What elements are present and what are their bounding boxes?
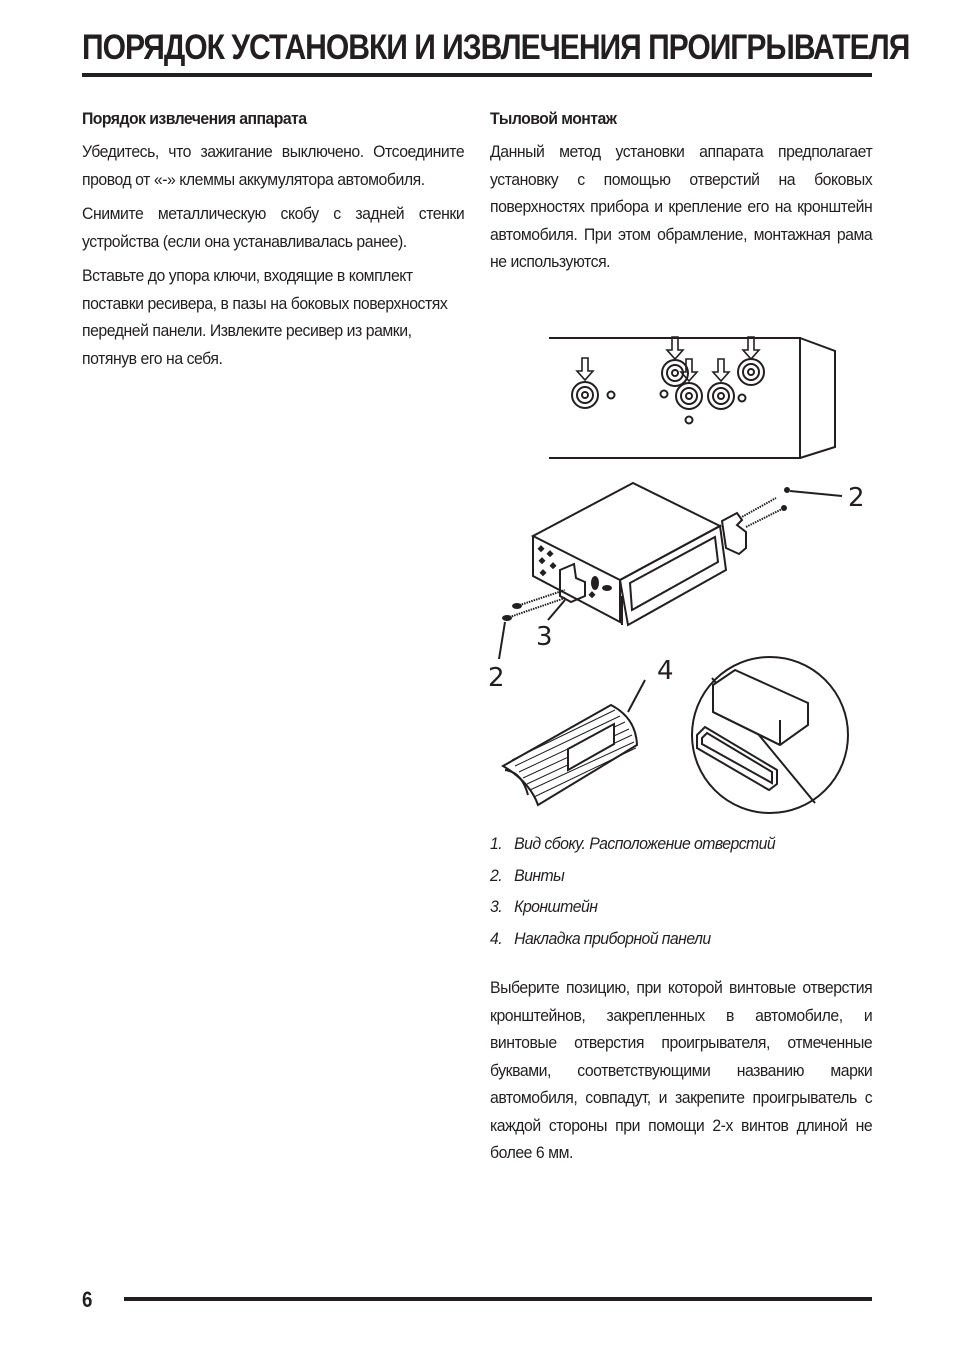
paragraph: Данный метод установки аппарата предполагает установку с помощью отверстий на боковых поверхностях прибора и крепление его на кронштейн автомобиля. При этом обрамление, монтажная рама не используются. [490, 142, 873, 271]
legend-item: 2. Винты [490, 865, 565, 885]
paragraph: Убедитесь, что зажигание выключено. Отсоедините провод от «-» клеммы аккумулятора автомобиля. [82, 142, 465, 189]
callout-2-left: 2 [488, 663, 505, 693]
right-column [490, 106, 872, 283]
paragraph: Снимите металлическую скобу с задней стенки устройства (если она устанавливалась ранее). [82, 204, 465, 251]
legend-item: 3. Кронштейн [490, 897, 598, 916]
page-title: ПОРЯДОК УСТАНОВКИ И ИЗВЛЕЧЕНИЯ ПРОИГРЫВАТЕЛЯ [82, 28, 910, 67]
callout-4: 4 [657, 656, 674, 686]
closing-section [490, 974, 872, 1174]
closing-paragraph: Выберите позицию, при которой винтовые отверстия кронштейнов, закрепленных в автомобиле, и винтовые отверстия проигрывателя, отмеченные буквами, соответствующими названию марки автомобиля, совпадут, и закрепите проигрыватель с каждой стороны при помощи 2-х винтов длиной не более 6 мм. [490, 978, 873, 1162]
legend-item: 1. Вид сбоку. Расположение отверстий [490, 834, 776, 853]
left-column [82, 106, 464, 379]
page-number: 6 [82, 1287, 93, 1312]
section-heading-rear-mount: Тыловой монтаж [490, 109, 617, 128]
legend-item: 4. Накладка приборной панели [490, 928, 711, 948]
callout-2-right: 2 [848, 483, 865, 513]
side-view-icon [549, 337, 835, 458]
section-heading-removal: Порядок извлечения аппарата [82, 109, 307, 128]
dash-trim-icon [503, 705, 637, 805]
callout-3: 3 [536, 622, 553, 652]
installation-diagram [488, 330, 872, 825]
paragraph: Вставьте до упора ключи, входящие в комплект поставки ресивера, в пазы на боковых поверхностях передней панели. Извлеките ресивер из рамки, потянув его на себя. [82, 266, 448, 368]
title-rule [82, 73, 872, 77]
figure-legend [490, 828, 872, 954]
detail-magnifier-icon [692, 657, 848, 813]
footer-rule [124, 1297, 872, 1301]
